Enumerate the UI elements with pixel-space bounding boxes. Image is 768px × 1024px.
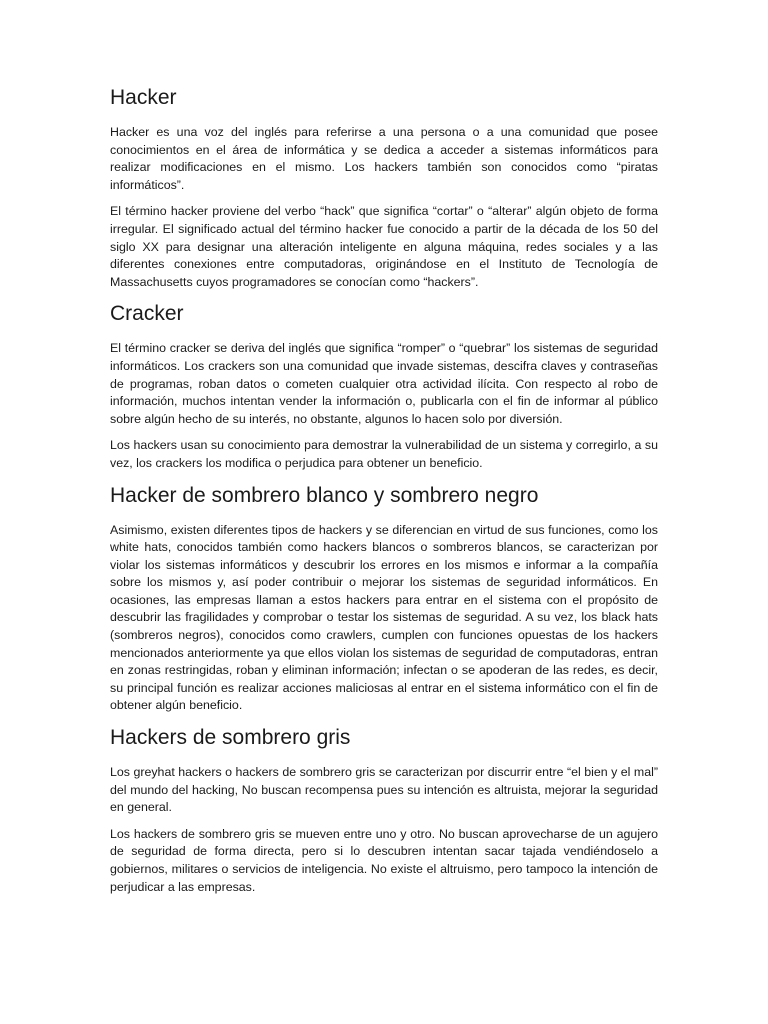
section-hacker	[110, 84, 658, 291]
paragraph: Los hackers usan su conocimiento para demostrar la vulnerabilidad de un sistema y corregirlo, a su vez, los crackers los modifica o perjudica para obtener un beneficio.	[110, 438, 658, 470]
paragraph: Los hackers de sombrero gris se mueven entre uno y otro. No buscan aprovecharse de un agujero de seguridad de forma directa, pero si lo descubren intentan sacar tajada vendiéndoselo a gobiernos, militares o servicios de inteligencia. No existe el altruismo, pero tampoco la intención de perjudicar a las empresas.	[110, 826, 658, 894]
section-white-black-hat	[110, 482, 658, 716]
section-cracker	[110, 300, 658, 472]
paragraph: Los greyhat hackers o hackers de sombrero gris se caracterizan por discurrir entre “el bien y el mal” del mundo del hacking, No buscan recompensa pues su intención es altruista, mejorar la seguridad en general.	[110, 765, 658, 815]
section-heading: Hacker	[110, 86, 177, 109]
section-heading: Hacker de sombrero blanco y sombrero negro	[110, 483, 539, 507]
paragraph: El término cracker se deriva del inglés que significa “romper” o “quebrar” los sistemas de seguridad informáticos. Los crackers son una comunidad que invade sistemas, descifra claves y contraseñas de programas, roban datos o cometen cualquier otra actividad ilícita. Con respecto al robo de información, muchos intentan vender la información o, publicarla con el fin de informar al público sobre algún hecho de su interés, no obstante, algunos lo hacen solo por diversión.	[110, 341, 658, 426]
paragraph: El término hacker proviene del verbo “hack” que significa “cortar” o “alterar” algún objeto de forma irregular. El significado actual del término hacker fue conocido a partir de la década de los 50 del siglo XX para designar una alteración inteligente en alguna máquina, redes sociales y a las diferentes conexiones entre computadoras, originándose en el Instituto de Tecnología de Massachusetts cuyos programadores se conocían como “hackers”.	[110, 204, 658, 289]
document-page	[110, 84, 658, 905]
paragraph: Hacker es una voz del inglés para referirse a una persona o a una comunidad que posee conocimientos en el área de informática y se dedica a acceder a sistemas informáticos para realizar modificaciones en el mismo. Los hackers también son conocidos como “piratas informáticos”.	[110, 125, 658, 192]
section-heading: Cracker	[110, 302, 184, 326]
section-heading: Hackers de sombrero gris	[110, 726, 351, 750]
paragraph: Asimismo, existen diferentes tipos de hackers y se diferencian en virtud de sus funciones, como los white hats, conocidos también como hackers blancos o sombreros blancos, se caracterizan por violar los sistemas informáticos y descubrir los errores en los mismos e informar a la compañía sobre los mismos y, así poder contribuir o mejorar los sistemas de seguridad informáticos. En ocasiones, las empresas llaman a estos hackers para entrar en el sistema con el propósito de descubrir las fragilidades y comprobar o testar los sistemas de seguridad. A su vez, los black hats (sombreros negros), conocidos como crawlers, cumplen con funciones opuestas de los hackers mencionados anteriormente ya que ellos violan los sistemas de seguridad de computadoras, entran en zonas restringidas, roban y eliminan información; infectan o se apoderan de las redes, es decir, su principal función es realizar acciones maliciosas al entrar en el sistema informático con el fin de obtener algún beneficio.	[110, 522, 658, 713]
section-grey-hat	[110, 724, 658, 896]
